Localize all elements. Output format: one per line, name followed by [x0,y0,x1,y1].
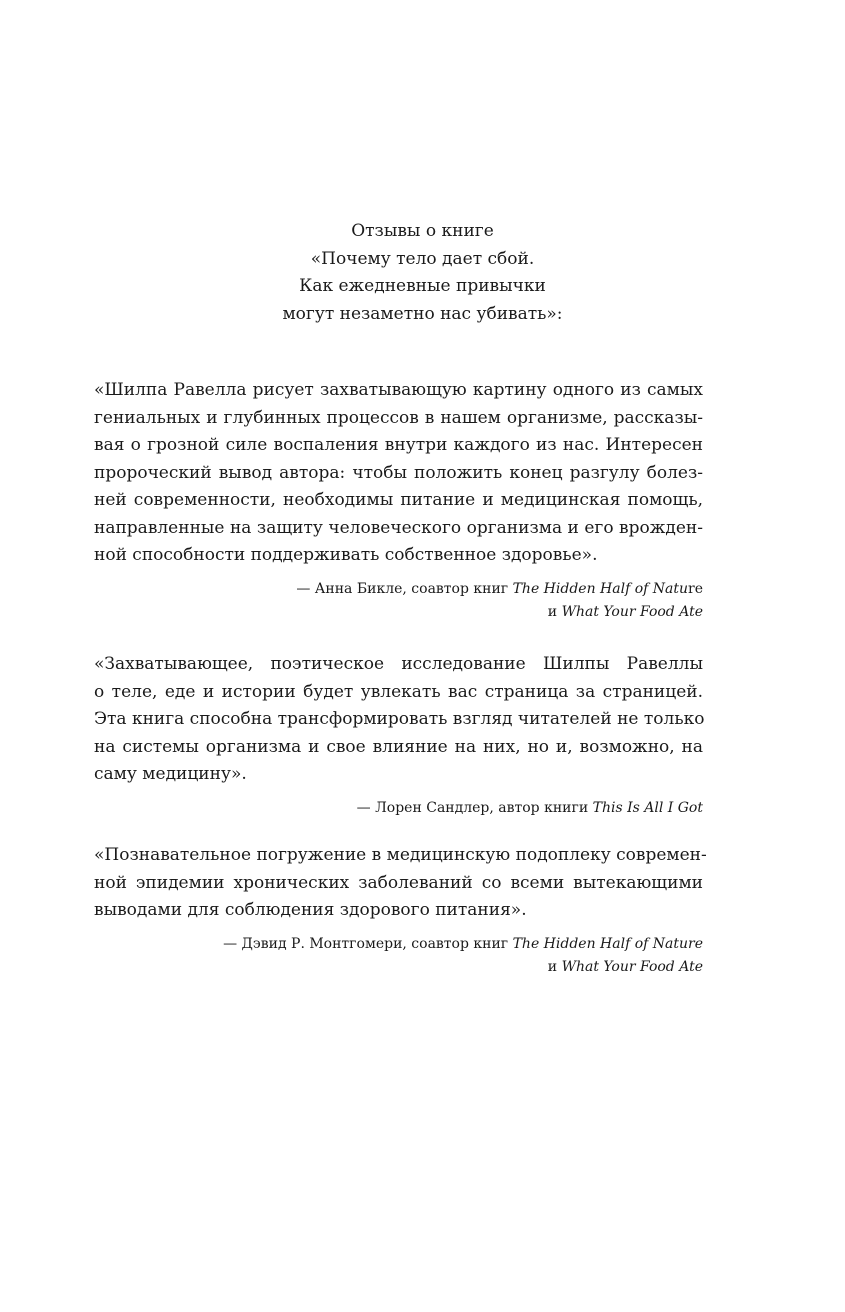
quote-line: направленные на защиту человеческого организма и его врожден- [94,517,703,538]
attribution-author: — Лорен Сандлер, автор книги [356,799,593,816]
quote-line: ной способности поддерживать собственное здоровье». [94,545,598,565]
book-title: What Your Food Ate [561,958,703,975]
attribution-conjunction: и [547,958,562,975]
book-title: The Hidden Half of Natu [512,580,689,597]
heading-line: Отзывы о книге [351,221,494,241]
quote-line: о теле, еде и истории будет увлекать вас страница за страницей. [94,681,703,702]
attribution-line [94,797,703,820]
quote-line: «Шилпа Равелла рисует захватывающую картину одного из самых [94,380,703,400]
review-attribution [94,933,703,979]
heading-line: Как ежедневные привычки [299,276,546,297]
review-block [94,377,703,624]
quote-line: ной эпидемии хронических заболеваний со всеми вытекающими [94,872,703,893]
quote-line: на системы организма и свое влияние на них, но и, возможно, на [94,736,703,757]
review-quote [94,842,707,925]
review-quote [94,377,703,570]
attribution-line [94,933,703,956]
attribution-line [94,956,703,979]
review-quote [94,651,703,789]
quote-line: «Познавательное погружение в медицинскую подоплеку современ- [94,845,707,865]
attribution-author: — Анна Бикле, соавтор книг [296,580,513,597]
attribution-author: — Дэвид Р. Монтгомери, соавтор книг [223,935,513,952]
quote-line: «Захватывающее, поэтическое исследование Шилпы Равеллы [94,654,703,674]
review-attribution [94,578,703,624]
attribution-line [94,601,703,624]
quote-line: вая о грозной силе воспаления внутри каждого из нас. Интересен [94,435,703,455]
quote-line: пророческий вывод автора: чтобы положить конец разгулу болез- [94,462,703,483]
quote-line: гениальных и глубинных процессов в нашем организме, рассказы- [94,407,703,428]
book-title: The Hidden Half of Nature [512,935,703,952]
heading-line: могут незаметно нас убивать»: [282,303,563,324]
review-block [94,842,707,979]
quote-line: саму медицину». [94,764,247,784]
book-title-suffix: re [688,580,703,597]
attribution-conjunction: и [547,603,562,620]
heading-line: «Почему тело дает сбой. [310,248,535,269]
quote-line: ней современности, необходимы питание и медицинская помощь, [94,490,703,510]
quote-line: Эта книга способна трансформировать взгляд читателей не только [94,709,705,729]
quote-line: выводами для соблюдения здорового питания». [94,900,527,920]
review-attribution [94,797,703,820]
book-title: This Is All I Got [592,799,703,816]
review-block [94,651,703,820]
book-title: What Your Food Ate [561,603,703,620]
attribution-line [94,578,703,601]
page-heading [0,218,845,328]
